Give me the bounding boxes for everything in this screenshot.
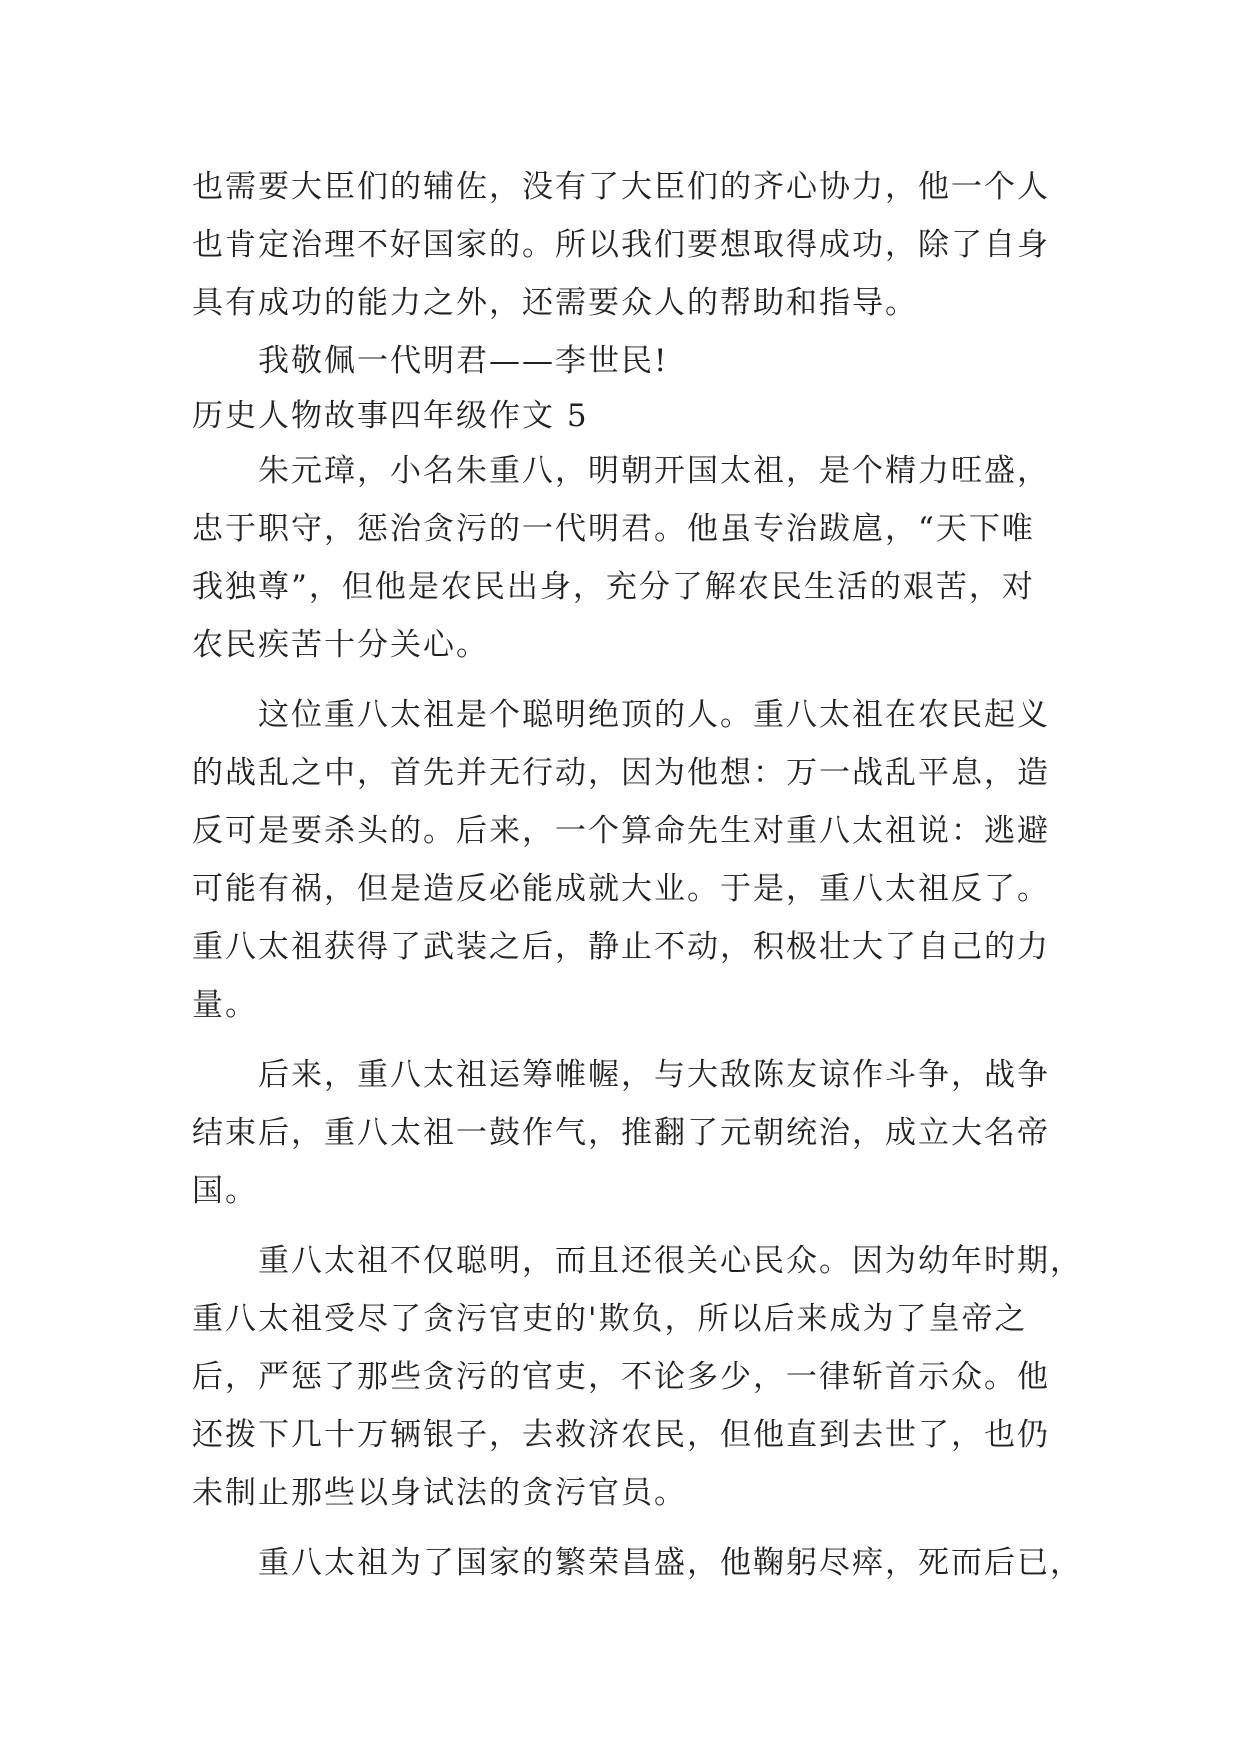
text-line: 也需要大臣们的辅佐，没有了大臣们的齐心协力，他一个人 xyxy=(192,169,1050,205)
paragraph-spacer xyxy=(192,1522,1062,1534)
text-line: 未制止那些以身试法的贪污官员。 xyxy=(192,1475,687,1511)
text-line: 反可是要杀头的。后来，一个算命先生对重八太祖说：逃避 xyxy=(192,813,1050,849)
section-heading xyxy=(192,390,1062,442)
paragraph-spacer xyxy=(192,674,1062,686)
text-line: 后来，重八太祖运筹帷幄，与大敌陈友谅作斗争，战争 xyxy=(258,1057,1050,1093)
text-line: 朱元璋，小名朱重八，明朝开国太祖，是个精力旺盛， xyxy=(258,453,1050,489)
paragraph xyxy=(192,332,1062,390)
text-line: 这位重八太祖是个聪明绝顶的人。重八太祖在农民起义 xyxy=(258,697,1050,733)
text-line: 忠于职守，惩治贪污的一代明君。他虽专治跋扈，“天下唯 xyxy=(192,511,1035,547)
text-line: 量。 xyxy=(192,987,258,1023)
paragraph xyxy=(192,158,1062,332)
text-line: 重八太祖为了国家的繁荣昌盛，他鞠躬尽瘁，死而后已， xyxy=(258,1545,1083,1581)
paragraph xyxy=(192,442,1062,674)
text-line: 也肯定治理不好国家的。所以我们要想取得成功，除了自身 xyxy=(192,227,1050,263)
paragraph xyxy=(192,686,1062,1034)
paragraph xyxy=(192,1046,1062,1220)
text-line: 具有成功的能力之外，还需要众人的帮助和指导。 xyxy=(192,285,918,321)
paragraph xyxy=(192,1534,1083,1592)
document-body xyxy=(192,158,1083,1592)
paragraph-spacer xyxy=(192,1034,1062,1046)
heading-text: 历史人物故事四年级作文 5 xyxy=(192,398,589,434)
text-line: 重八太祖获得了武装之后，静止不动，积极壮大了自己的力 xyxy=(192,929,1050,965)
text-line: 的战乱之中，首先并无行动，因为他想：万一战乱平息，造 xyxy=(192,755,1050,791)
text-line: 重八太祖不仅聪明，而且还很关心民众。因为幼年时期， xyxy=(258,1243,1083,1279)
paragraph xyxy=(192,1232,1083,1522)
text-line: 国。 xyxy=(192,1173,258,1209)
text-line: 还拨下几十万辆银子，去救济农民，但他直到去世了，也仍 xyxy=(192,1417,1050,1453)
text-line: 后，严惩了那些贪污的官吏，不论多少，一律斩首示众。他 xyxy=(192,1359,1050,1395)
text-line: 我敬佩一代明君——李世民! xyxy=(258,343,669,379)
text-line: 结束后，重八太祖一鼓作气，推翻了元朝统治，成立大名帝 xyxy=(192,1115,1050,1151)
text-line: 农民疾苦十分关心。 xyxy=(192,627,489,663)
text-line: 可能有祸，但是造反必能成就大业。于是，重八太祖反了。 xyxy=(192,871,1050,907)
text-line: 我独尊”，但他是农民出身，充分了解农民生活的艰苦，对 xyxy=(192,569,1035,605)
paragraph-spacer xyxy=(192,1220,1062,1232)
text-line: 重八太祖受尽了贪污官吏的'欺负，所以后来成为了皇帝之 xyxy=(192,1301,1028,1337)
